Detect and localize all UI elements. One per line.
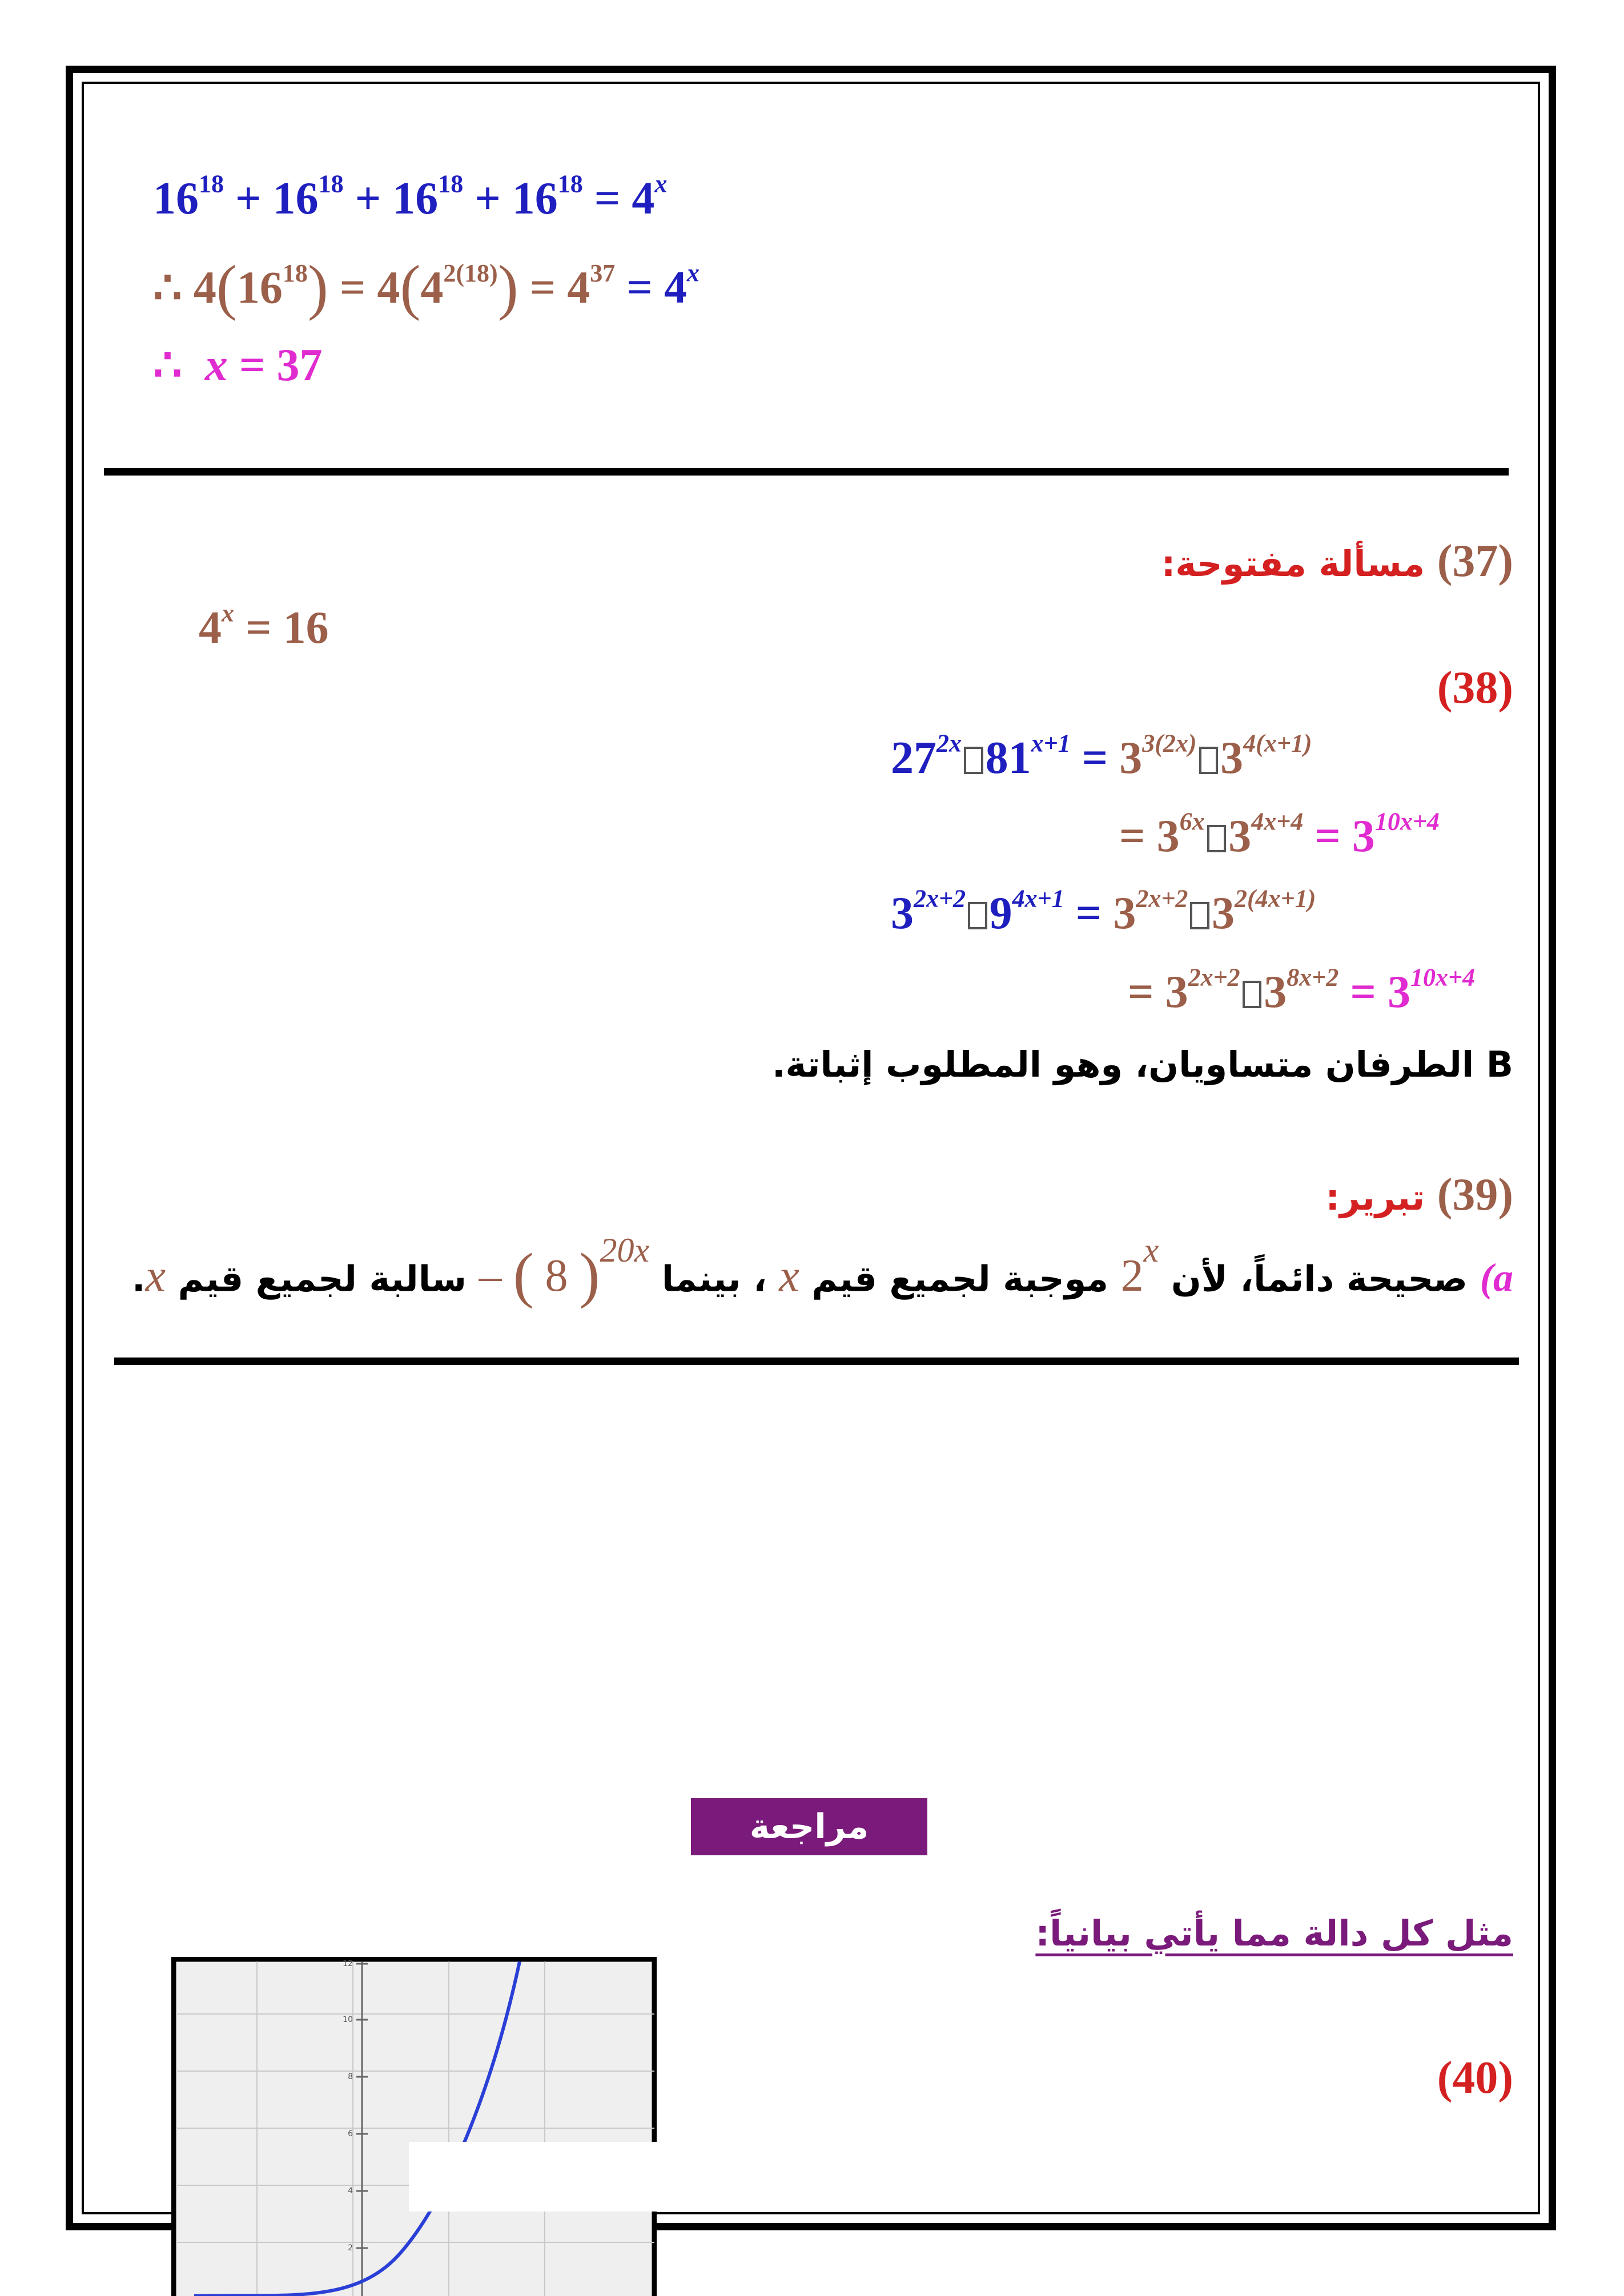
review-instruction: مثل كل دالة مما يأتي بيانياً:	[1035, 1912, 1513, 1954]
white-overlay-patch	[409, 2142, 660, 2212]
q38-line1: $27^{2x}$ $81^{x+1} = 3^{3(2x)}$ $3^{4(x+1)}$	[891, 729, 1312, 783]
eq36-line3: ∴ x = 37	[153, 340, 323, 390]
eq36-line2: ∴ $4(16^{18}) = 4(4^{2(18)}) = 4^{37} = 4^x$	[153, 253, 700, 321]
eq36-line1: $16^{18} + 16^{18} + 16^{18} + 16^{18} = 4^x$	[153, 170, 668, 224]
y-tick-label: 6	[348, 2129, 353, 2138]
y-tick-label: 4	[348, 2186, 353, 2196]
divider-2	[114, 1358, 1519, 1365]
review-badge: مراجعة تراكمية	[691, 1798, 927, 1855]
y-tick-label: 10	[343, 2015, 353, 2024]
y-tick-label: 2	[348, 2243, 353, 2253]
q38-line4: = $3^{2x+2}$ $3^{8x+2} = 3^{10x+4}$	[1128, 963, 1476, 1017]
q38-conclusion: B الطرفان متساويان، وهو المطلوب إثباتة.	[771, 1044, 1513, 1085]
function-graph	[171, 1957, 657, 2296]
q40-number: (40)	[1437, 2053, 1513, 2103]
q38-line2: = $3^{6x}$ $3^{4x+4} = 3^{10x+4}$	[1119, 807, 1440, 861]
divider-1	[104, 468, 1509, 476]
q39-heading: (39) تبرير:	[1325, 1170, 1513, 1220]
q37-heading: (37) مسألة مفتوحة:	[1161, 536, 1513, 586]
y-tick-label: 8	[348, 2072, 353, 2081]
q38-line3: $3^{2x+2}$ $9^{4x+1} = 3^{2x+2}$ $3^{2(4x+1)}$	[891, 884, 1316, 938]
q37-equation: 4$^x$ = 16	[199, 599, 329, 653]
y-tick-label: 12	[343, 1959, 353, 1968]
q38-number: (38)	[1437, 663, 1513, 713]
q39-part-a: a) صحيحة دائماً، لأن 2$^x$ موجبة لجميع قيم x ، بينما – ( 8 )$^{20x}$ سالبة لجميع قيم x.	[131, 1231, 1513, 1310]
